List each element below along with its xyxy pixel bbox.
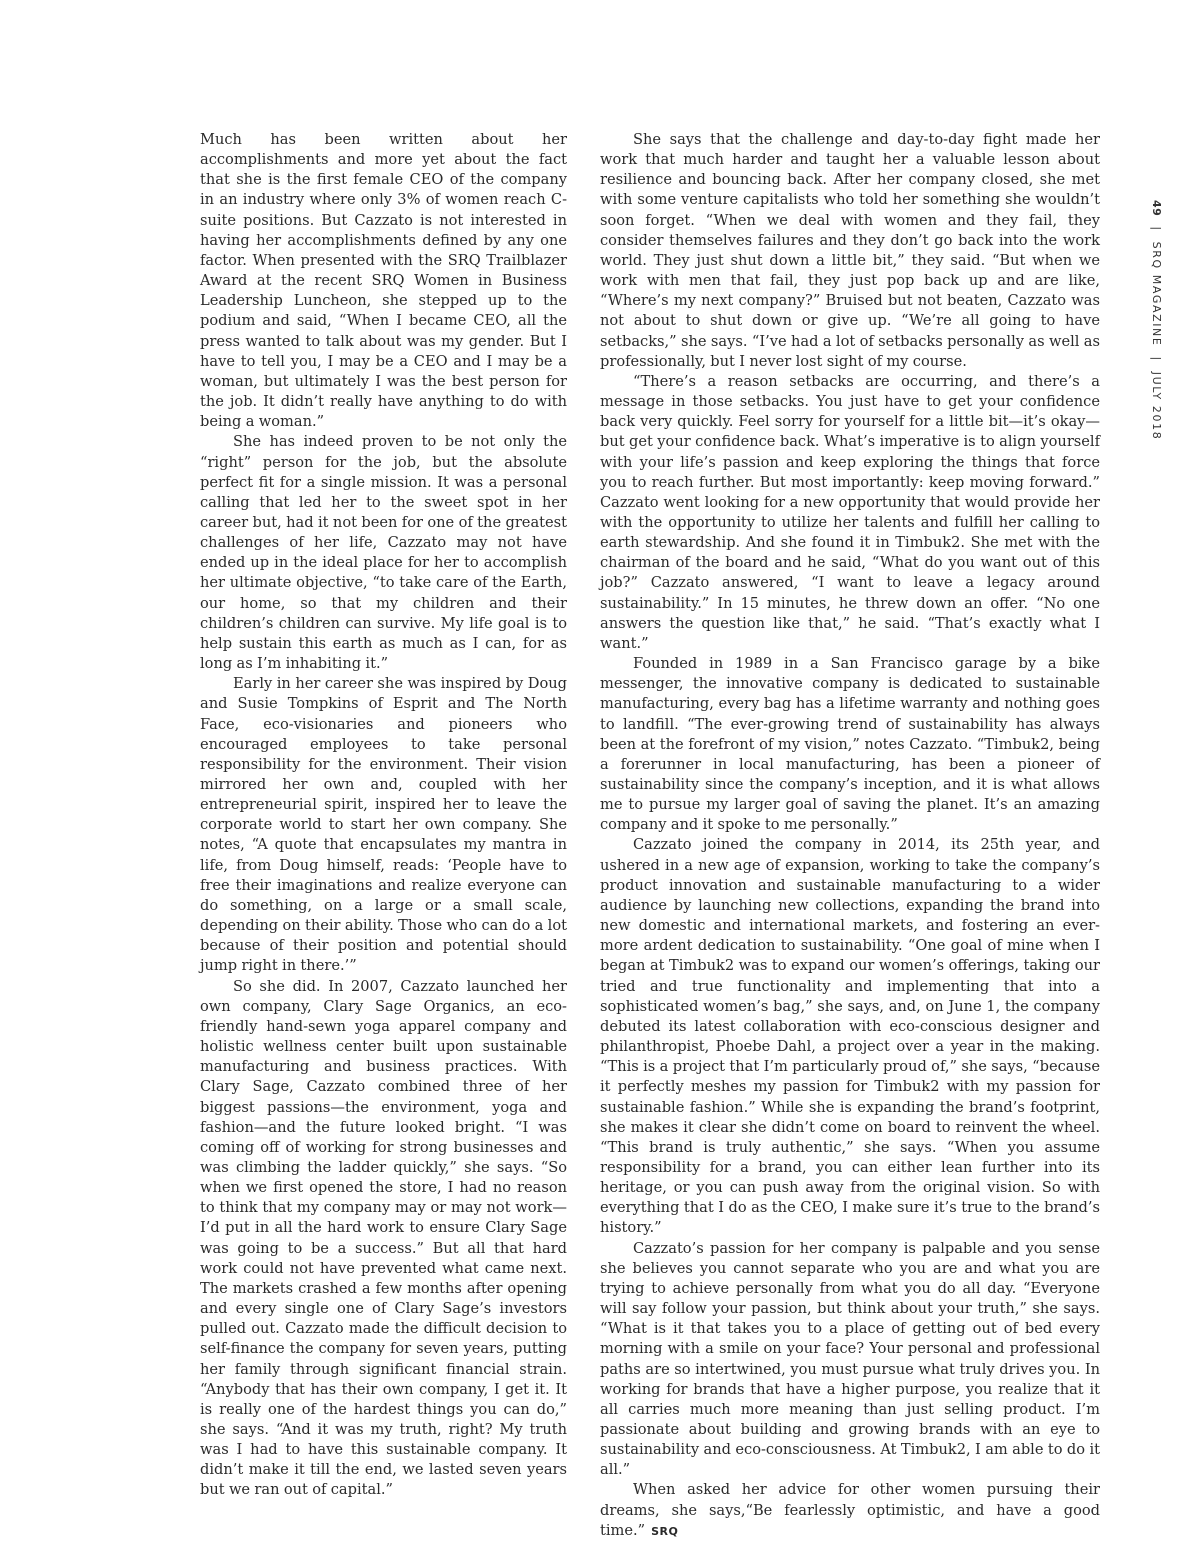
paragraph: She has indeed proven to be not only the “right” person for the job, but the absolute perfect fit for a single mission. It was a personal calling that led her to the sweet spot in her career but, had it not been for one of the greatest challenges of her life, Cazzato may not have ended up in the ideal place for her to accomplish her ultimate objective, “to take care of the Earth, our home, so that my children and their children’s children can survive. My life goal is to help sustain this earth as much as I can, for as long as I’m inhabiting it.” [200,433,567,673]
paragraph: Early in her career she was inspired by Doug and Susie Tompkins of Esprit and The North Face, eco-visionaries and pioneers who encouraged employees to take personal responsibility for the environment. Their vision mirrored her own and, coupled with her entrepreneurial spirit, inspired her to leave the corporate world to start her own company. She notes, “A quote that encapsulates my mantra in life, from Doug himself, reads: ‘People have to free their imaginations and realize everyone can do something, on a large or a small scale, depending on their ability. Those who can do a lot because of their position and potential should jump right in there.’” [200,675,567,975]
paragraph: Founded in 1989 in a San Francisco garage by a bike messenger, the innovative company is dedicated to sustainable manufacturing, every bag has a lifetime warranty and nothing goes to landfill. “The ever-growing trend of sustainability has always been at the forefront of my vision,” notes Cazzato. “Timbuk2, being a forerunner in local manufacturing, has been a pioneer of sustainability since the company’s inception, and it is what allows me to pursue my larger goal of saving the planet. It’s an amazing company and it spoke to me personally.” [600,655,1100,834]
page-number: 49 [1150,200,1163,217]
end-signature: SRQ [651,1524,679,1538]
folio-separator: | [1150,226,1163,232]
paragraph: “There’s a reason setbacks are occurring, and there’s a message in those setbacks. You just have to get your confidence back very quickly. Feel sorry for yourself for a little bit—it’s okay—but get your confidence back. What’s imperative is to align yourself with your life’s passion and keep exploring the things that force you to reach further. But most importantly: keep moving forward.” Cazzato went looking for a new opportunity that would provide her with the opportunity to utilize her talents and fulfill her calling to earth stewardship. And she found it in Timbuk2. She met with the chairman of the board and he said, “What do you want out of this job?” Cazzato answered, “I want to leave a legacy around sustainability.” In 15 minutes, he threw down an offer. “No one answers the question like that,” he said. “That’s exactly what I want.” [600,372,1100,652]
closing-text: When asked her advice for other women pursuing their dreams, she says,“Be fearlessly optimistic, and have a good time.” [600,1481,1100,1539]
page-folio [1150,200,1163,440]
folio-separator: | [1150,356,1163,362]
article-right-column [600,130,1100,1542]
article-left-column [200,130,567,1501]
paragraph: Cazzato’s passion for her company is palpable and you sense she believes you cannot separate who you are and what you are trying to achieve personally from what you do all day. “Everyone will say follow your passion, but think about your truth,” she says. “What is it that takes you to a place of getting out of bed every morning with a smile on your face? Your personal and professional paths are so intertwined, you must pursue what truly drives you. In working for brands that have a higher purpose, you realize that it all carries much more meaning than just selling product. I’m passionate about building and growing brands with an eye to sustainability and eco-consciousness. At Timbuk2, I am able to do it all.” [600,1239,1100,1479]
magazine-name: SRQ MAGAZINE [1150,241,1163,347]
paragraph-final [600,1480,1100,1541]
paragraph: So she did. In 2007, Cazzato launched her own company, Clary Sage Organics, an eco-friendly hand-sewn yoga apparel company and holistic wellness center built upon sustainable manufacturing and business practices. With Clary Sage, Cazzato combined three of her biggest passions—the environment, yoga and fashion—and the future looked bright. “I was coming off of working for strong businesses and was climbing the ladder quickly,” she says. “So when we first opened the store, I had no reason to think that my company may or may not work—I’d put in all the hard work to ensure Clary Sage was going to be a success.” But all that hard work could not have prevented what came next. The markets crashed a few months after opening and every single one of Clary Sage’s investors pulled out. Cazzato made the difficult decision to self-finance the company for seven years, putting her family through significant financial strain. “Anybody that has their own company, I get it. It is really one of the hardest things you can do,” she says. “And it was my truth, right? My truth was I had to have this sustainable company. It didn’t make it till the end, we lasted seven years but we ran out of capital.” [200,977,567,1499]
issue-date: JULY 2018 [1150,371,1163,441]
paragraph: Cazzato joined the company in 2014, its 25th year, and ushered in a new age of expansion, working to take the company’s product innovation and sustainable manufacturing to a wider audience by launching new collections, expanding the brand into new domestic and international markets, and fostering an ever-more ardent dedication to sustainability. “One goal of mine when I began at Timbuk2 was to expand our women’s offerings, taking our tried and true functionality and implementing that into a sophisticated women’s bag,” she says, and, on June 1, the company debuted its latest collaboration with eco-conscious designer and philanthropist, Phoebe Dahl, a project over a year in the making. “This is a project that I’m particularly proud of,” she says, “because it perfectly meshes my passion for Timbuk2 with my passion for sustainable fashion.” While she is expanding the brand’s footprint, she makes it clear she didn’t come on board to reinvent the wheel. “This brand is truly authentic,” she says. “When you assume responsibility for a brand, you can either lean further into its heritage, or you can push away from the original vision. So with everything that I do as the CEO, I make sure it’s true to the brand’s history.” [600,836,1100,1237]
paragraph: She says that the challenge and day-to-day fight made her work that much harder and taught her a valuable lesson about resilience and bouncing back. After her company closed, she met with some venture capitalists who told her something she wouldn’t soon forget. “When we deal with women and they fail, they consider themselves failures and they don’t go back into the work world. They just shut down a little bit,” they said. “But when we work with men that fail, they just pop back up and are like, “Where’s my next company?” Bruised but not beaten, Cazzato was not about to shut down or give up. “We’re all going to have setbacks,” she says. “I’ve had a lot of setbacks personally as well as professionally, but I never lost sight of my course. [600,131,1100,370]
paragraph: Much has been written about her accomplishments and more yet about the fact that she is the first female CEO of the company in an industry where only 3% of women reach C-suite positions. But Cazzato is not interested in having her accomplishments defined by any one factor. When presented with the SRQ Trailblazer Award at the recent SRQ Women in Business Leadership Luncheon, she stepped up to the podium and said, “When I became CEO, all the press wanted to talk about was my gender. But I have to tell you, I may be a CEO and I may be a woman, but ultimately I was the best person for the job. It didn’t really have anything to do with being a woman.” [200,131,567,431]
